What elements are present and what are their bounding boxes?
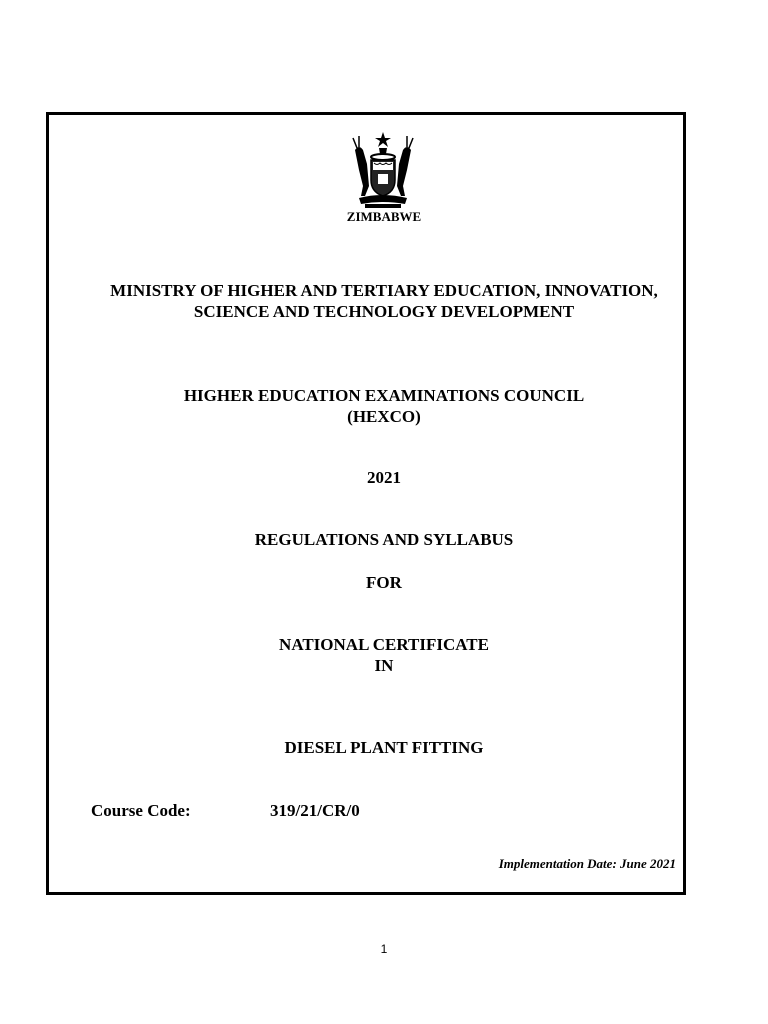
for-label: FOR (366, 573, 402, 592)
page-border (46, 112, 686, 895)
council-abbrev: (HEXCO) (347, 407, 421, 426)
council-title (0, 385, 768, 427)
page-number: 1 (380, 942, 388, 956)
qualification-line-2: IN (374, 656, 394, 675)
country-name: ZIMBABWE (346, 209, 422, 224)
ministry-line-1: MINISTRY OF HIGHER AND TERTIARY EDUCATION, INNOVATION, (110, 281, 658, 300)
document-type: REGULATIONS AND SYLLABUS (254, 530, 514, 549)
trade-title: DIESEL PLANT FITTING (284, 738, 484, 757)
zimbabwe-coat-of-arms-icon (345, 130, 421, 210)
implementation-date: Implementation Date: June 2021 (498, 856, 676, 871)
ministry-title (0, 280, 768, 322)
council-name: HIGHER EDUCATION EXAMINATIONS COUNCIL (183, 386, 585, 405)
document-year: 2021 (367, 468, 401, 487)
qualification-line-1: NATIONAL CERTIFICATE (279, 635, 489, 654)
qualification-title (0, 634, 768, 676)
course-code-value: 319/21/CR/0 (270, 801, 360, 820)
ministry-line-2: SCIENCE AND TECHNOLOGY DEVELOPMENT (193, 302, 575, 321)
course-code-label: Course Code: (91, 801, 191, 820)
